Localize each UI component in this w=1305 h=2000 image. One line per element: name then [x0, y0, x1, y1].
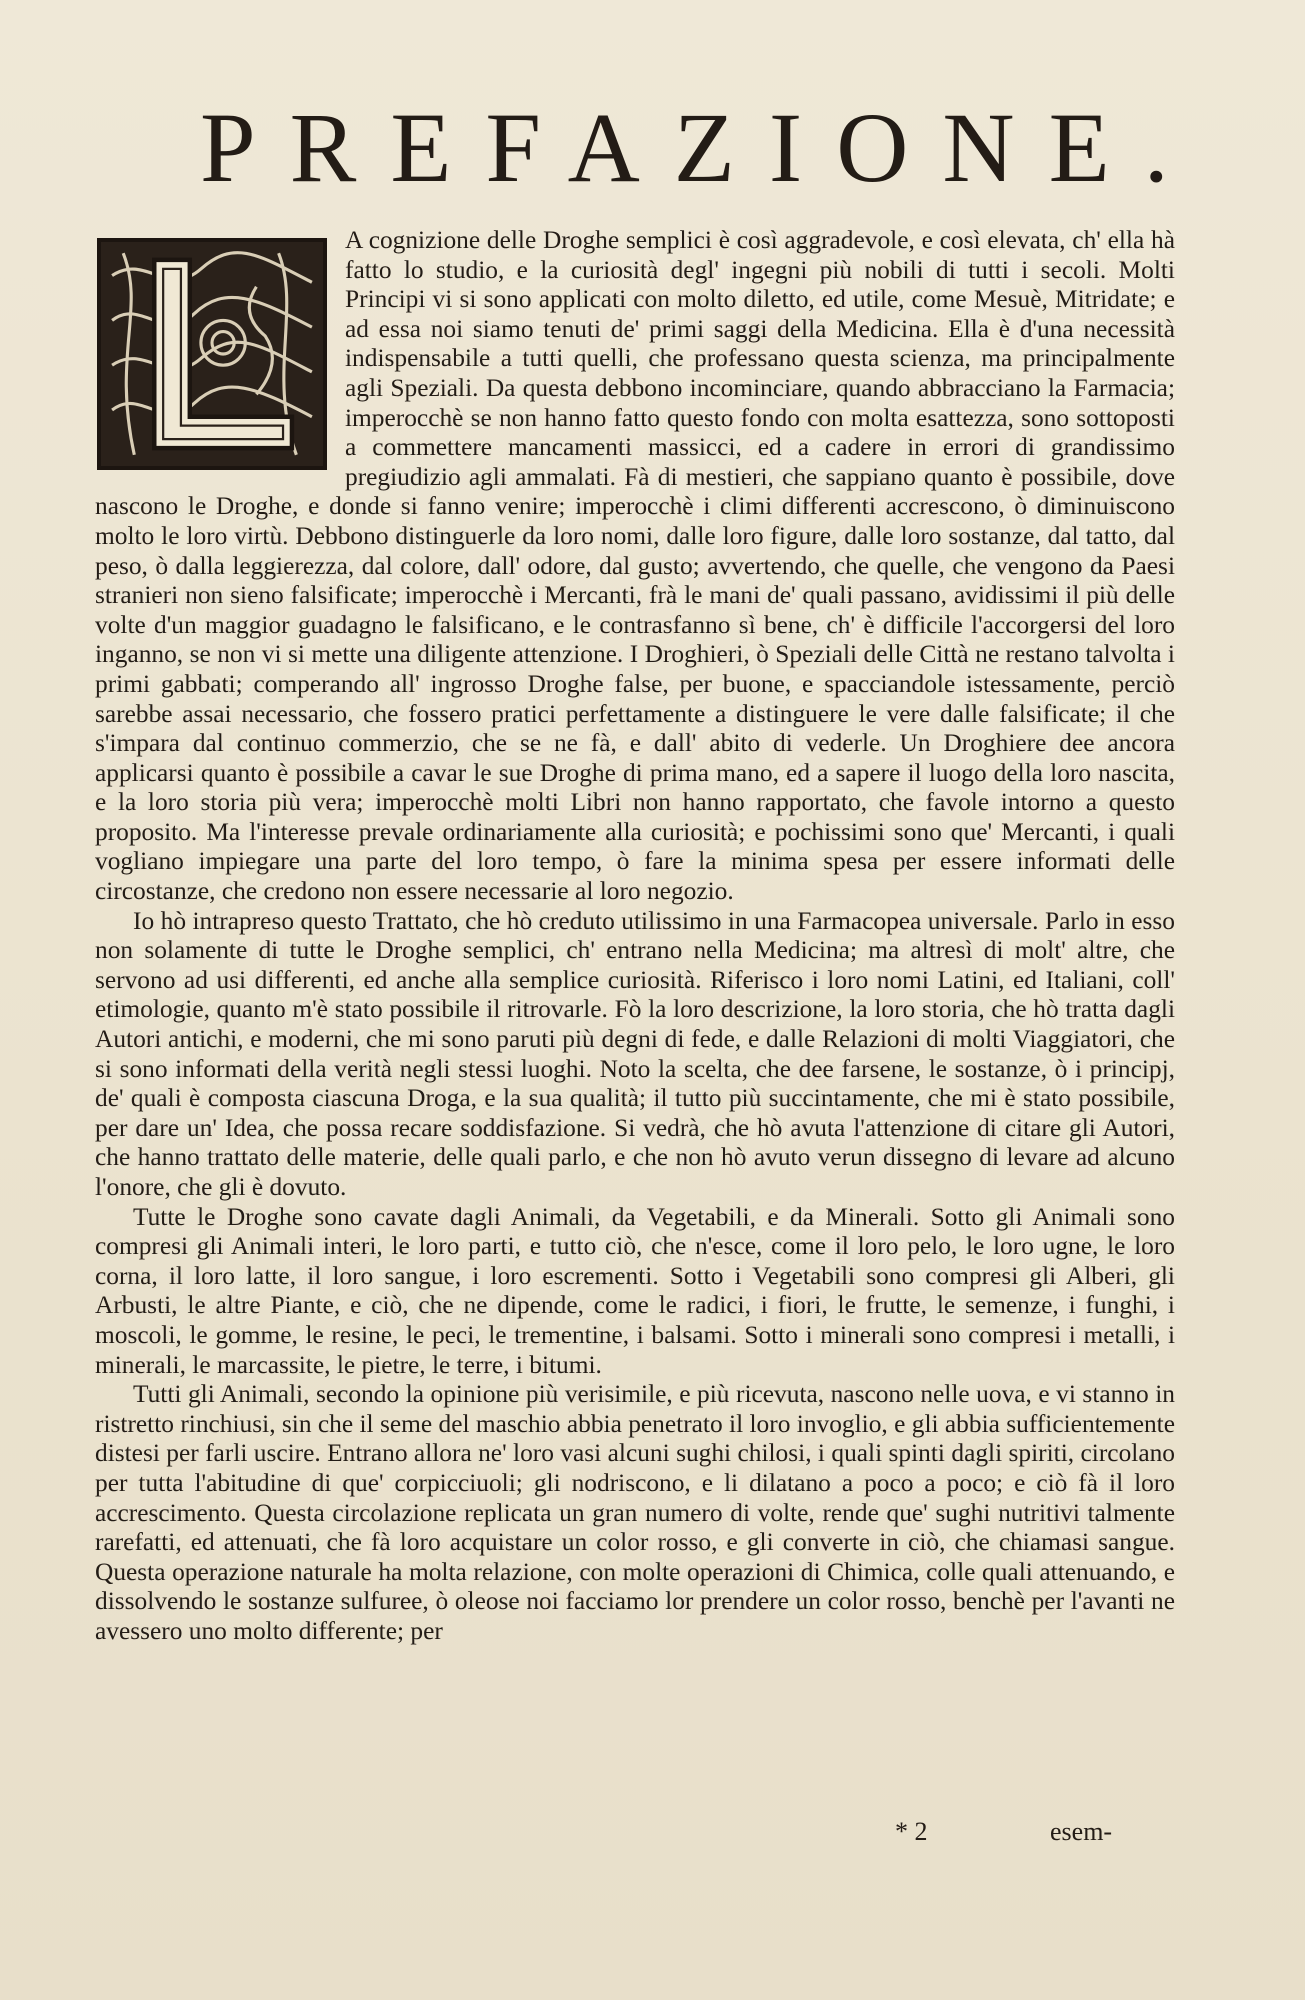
paragraph: Tutti gli Animali, secondo la opinione più verisimile, e più ricevuta, nascono nelle uova, e vi stanno in ristretto rinchiusi, sin che il seme del maschio abbia penetrato il loro invoglio, e gli abbia sufficientemente distesi per farli uscire. Entrano allora ne' loro vasi alcuni sughi chilosi, i quali spinti dagli spiriti, circolano per tutta l'abitudine di que' corpicciuoli; gli nodriscono, e li dilatano a poco a poco; e ciò fà il loro accrescimento. Questa circolazione replicata un gran numero di volte, rende que' sughi nutritivi talmente rarefatti, ed attenuati, che fà loro acquistare un color rosso, e gli converte in ciò, che chiamasi sangue. Questa operazione naturale ha molta relazione, con molte operazioni di Chimica, colle quali attenuando, e dissolvendo le sostanze sulfuree, ò oleose noi facciamo lor prendere un color rosso, benchè per l'avanti ne avessero uno molto differente; per	[95, 1380, 1175, 1645]
page-title: PREFAZIONE.	[200, 92, 1203, 203]
paragraph	[95, 226, 1175, 907]
page-footer	[895, 1817, 1195, 1847]
catchword: esem-	[1050, 1817, 1113, 1846]
paragraph: Tutte le Droghe sono cavate dagli Animali, da Vegetabili, e da Minerali. Sotto gli Animali sono compresi gli Animali interi, le loro parti, e tutto ciò, che n'esce, come il loro pelo, le loro ugne, le loro corna, il loro latte, il loro sangue, i loro escrementi. Sotto i Vegetabili sono compresi gli Alberi, gli Arbusti, le altre Piante, e ciò, che ne dipende, come le radici, i fiori, le frutte, le semenze, i funghi, i moscoli, le gomme, le resine, le peci, le trementine, i balsami. Sotto i minerali sono compresi i metalli, i minerali, le marcassite, le pietre, le terre, i bitumi.	[95, 1202, 1175, 1379]
paragraph: Io hò intrapreso questo Trattato, che hò creduto utilissimo in una Farmacopea universale. Parlo in esso non solamente di tutte le Droghe semplici, ch' entrano nella Medicina; ma altresì di molt' altre, che servono ad usi differenti, ed anche alla semplice curiosità. Riferisco i loro nomi Latini, ed Italiani, coll' etimologie, quanto m'è stato possibile il ritrovarle. Fò la loro descrizione, la loro storia, che hò tratta dagli Autori antichi, e moderni, che mi sono paruti più degni di fede, e dalle Relazioni di molti Viaggiatori, che si sono informati della verità negli stessi luoghi. Noto la scelta, che dee farsene, le sostanze, ò i principj, de' quali è composta ciascuna Droga, e la sua qualità; il tutto più succintamente, che mi è stato possibile, per dare un' Idea, che possa recare soddisfazione. Si vedrà, che hò avuta l'attenzione di citare gli Autori, che hanno trattato delle materie, delle quali parlo, e che non hò avuto verun dissegno di levare ad alcuno l'onore, che gli è dovuto.	[95, 906, 1175, 1201]
body-text	[95, 226, 1175, 1647]
signature-mark: * 2	[895, 1817, 928, 1846]
paragraph-text: A cognizione delle Droghe semplici è così aggradevole, e così elevata, ch' ella hà fatto lo studio, e la curiosità degl' ingegni più nobili di tutti i secoli. Molti Principi vi si sono applicati con molto diletto, ed utile, come Mesuè, Mitridate; e ad essa noi siamo tenuti de' primi saggi della Medicina. Ella è d'una necessità indispensabile a tutti quelli, che professano questa scienza, ma principalmente agli Speziali. Da questa debbono incominciare, quando abbracciano la Farmacia; imperocchè se non hanno fatto questo fondo con molta esattezza, sono sottoposti a commettere mancamenti massicci, ed a cadere in errori di grandissimo pregiudizio agli ammalati. Fà di mestieri, che sappiano quanto è possibile, dove nascono le Droghe, e donde si fanno venire; imperocchè i climi differenti accrescono, ò diminuiscono molto le loro virtù. Debbono distinguerle da loro nomi, dalle loro figure, dalle loro sostanze, dal tatto, dal peso, ò dalla leggierezza, dal colore, dall' odore, dal gusto; avvertendo, che quelle, che vengono da Paesi stranieri non sieno falsificate; imperocchè i Mercanti, frà le mani de' quali passano, avidissimi il più delle volte d'un maggior guadagno le falsificano, e le contrasfanno sì bene, ch' è difficile l'accorgersi del loro inganno, se non vi si mette una diligente attenzione. I Droghieri, ò Speziali delle Città ne restano talvolta i primi gabbati; comperando all' ingrosso Droghe false, per buone, e spacciandole istessamente, perciò sarebbe assai necessario, che fossero pratici perfettamente a distinguere le vere dalle falsificate; il che s'impara dal continuo commerzio, che se ne fà, e dall' abito di vederle. Un Droghiere dee ancora applicarsi quanto è possibile a cavar le sue Droghe di prima mano, ed a sapere il luogo della loro nascita, e la loro storia più vera; imperocchè molti Libri non hanno rapportato, che favole intorno a questo proposito. Ma l'interesse prevale ordinariamente alla curiosità; e pochissimi sono que' Mercanti, i quali vogliano impiegare una parte del loro tempo, ò fare la minima spesa per essere informati delle circostanze, che credono non essere necessarie al loro negozio.	[95, 226, 1175, 906]
